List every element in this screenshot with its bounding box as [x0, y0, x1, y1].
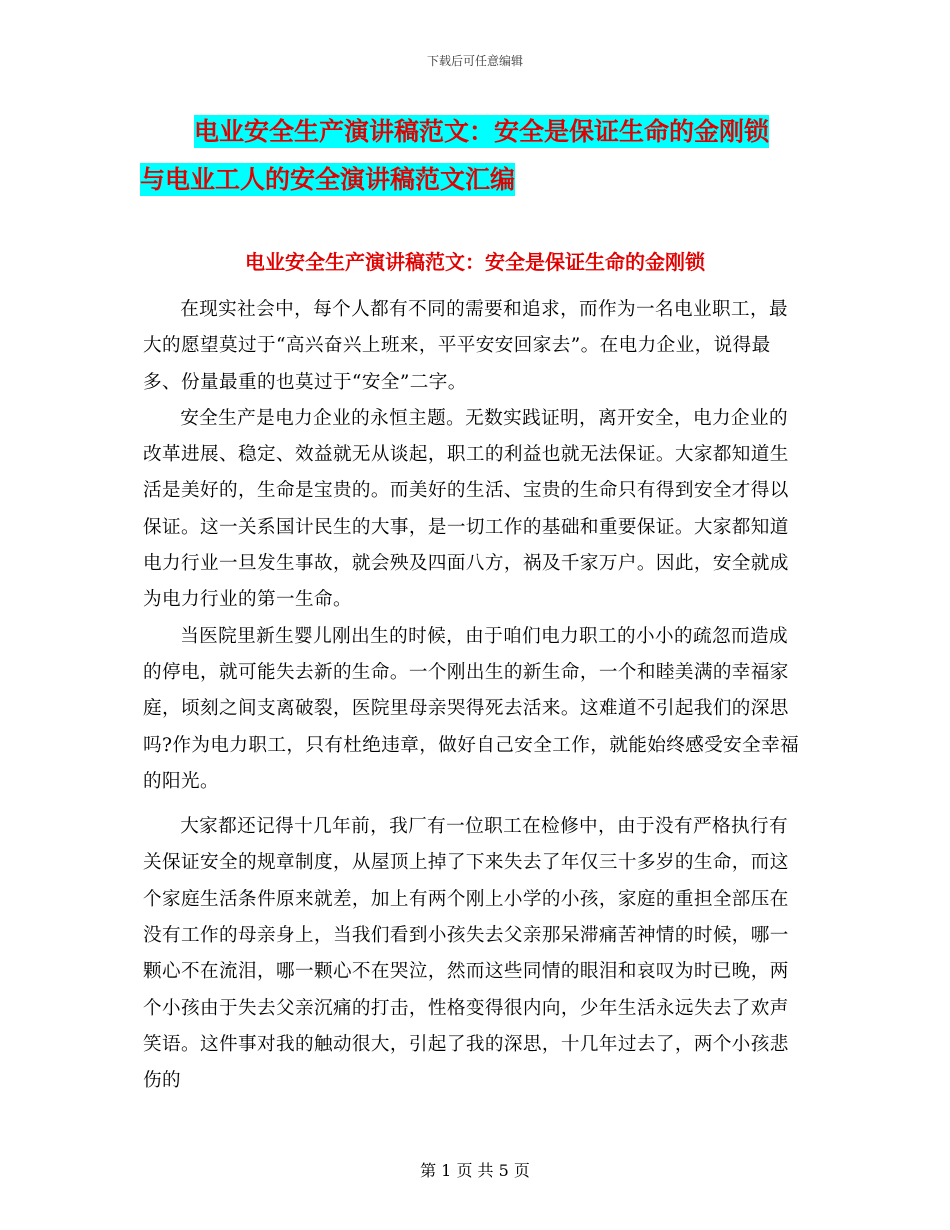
- header-note: 下载后可任意编辑: [426, 54, 523, 68]
- title-line-2: [140, 156, 820, 204]
- body-text: [143, 292, 803, 1100]
- paragraph-2: 安全生产是电力企业的永恒主题。无数实践证明，离开安全，电力企业的改革进展、稳定、效益就无从谈起，职工的利益也就无法保证。大家都知道生活是美好的，生命是宝贵的。而美好的生活、宝贵的生命只有得到安全才得以保证。这一关系国计民生的大事，是一切工作的基础和重要保证。大家都知道电力行业一旦发生事故，就会殃及四面八方，祸及千家万户。因此，安全就成为电力行业的第一生命。: [143, 407, 789, 611]
- section-heading: 电业安全生产演讲稿范文：安全是保证生命的金刚锁: [245, 250, 705, 274]
- page-footer: 第 1 页 共 5 页: [420, 1161, 530, 1180]
- document-title: [140, 108, 820, 204]
- paragraph-4: 大家都还记得十几年前，我厂有一位职工在检修中，由于没有严格执行有关保证安全的规章制度，从屋顶上掉了下来失去了年仅三十多岁的生命，而这个家庭生活条件原来就差，加上有两个刚上小学的小孩，家庭的重担全部压在没有工作的母亲身上，当我们看到小孩失去父亲那呆滞痛苦神情的时候，哪一颗心不在流泪，哪一颗心不在哭泣，然而这些同情的眼泪和哀叹为时已晚，两个小孩由于失去父亲沉痛的打击，性格变得很内向，少年生活永远失去了欢声笑语。这件事对我的触动很大，引起了我的深思，十几年过去了，两个小孩悲伤的: [143, 816, 789, 1092]
- title-line-1: [140, 108, 820, 156]
- paragraph-3: 当医院里新生婴儿刚出生的时候，由于咱们电力职工的小小的疏忽而造成的停电，就可能失去新的生命。一个刚出生的新生命，一个和睦美满的幸福家庭，顷刻之间支离破裂，医院里母亲哭得死去活来。这难道不引起我们的深思吗?作为电力职工，只有杜绝违章，做好自己安全工作，就能始终感受安全幸福的阳光。: [143, 625, 800, 792]
- title-line-1-text: 电业安全生产演讲稿范文：安全是保证生命的金刚锁: [194, 117, 770, 146]
- title-line-2-text: 与电业工人的安全演讲稿范文汇编: [140, 165, 516, 194]
- paragraph-1: 在现实社会中，每个人都有不同的需要和追求，而作为一名电业职工，最大的愿望莫过于“高兴奋兴上班来，平平安安回家去”。在电力企业，说得最多、份量最重的也莫过于“安全”二字。: [143, 299, 788, 393]
